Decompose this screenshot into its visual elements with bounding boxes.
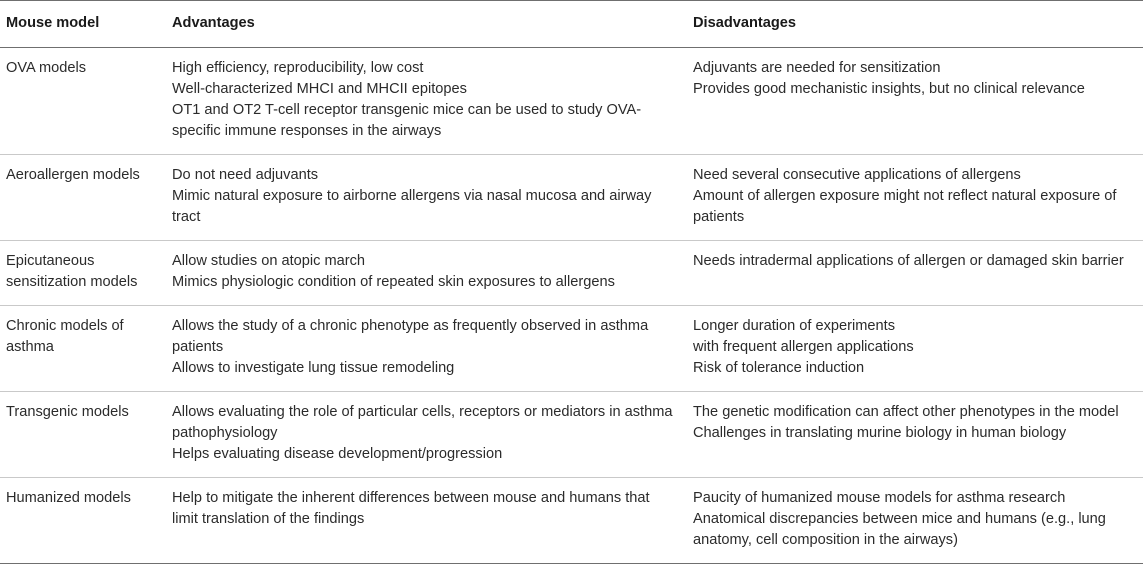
disadvantage-item: Adjuvants are needed for sensitization [693,60,941,76]
table-row [0,306,1143,392]
header-mouse-model: Mouse model [0,1,172,48]
header-row [0,1,1143,48]
model-name: Aeroallergen models [0,155,172,241]
disadvantage-item: Challenges in translating murine biology in human biology [693,425,1067,441]
disadvantage-item: Amount of allergen exposure might not reflect natural exposure of patients [693,188,1117,225]
disadvantages-cell [693,392,1143,478]
disadvantage-item: Provides good mechanistic insights, but no clinical relevance [693,81,1085,97]
table-body [0,48,1143,564]
advantage-item: Allows the study of a chronic phenotype as frequently observed in asthma patients [172,318,649,355]
disadvantages-cell [693,306,1143,392]
table-header [0,1,1143,48]
advantages-cell [172,478,693,564]
table-row [0,48,1143,155]
table-row [0,478,1143,564]
advantage-item: High efficiency, reproducibility, low cost [172,60,424,76]
header-disadvantages: Disadvantages [693,1,1143,48]
advantage-item: Allows evaluating the role of particular cells, receptors or mediators in asthma pathophysiology [172,404,673,441]
model-name: Transgenic models [0,392,172,478]
advantages-cell [172,306,693,392]
advantage-item: Help to mitigate the inherent differences between mouse and humans that limit translation of the findings [172,490,650,527]
model-name: Humanized models [0,478,172,564]
disadvantages-cell [693,155,1143,241]
disadvantage-item: Anatomical discrepancies between mice and humans (e.g., lung anatomy, cell composition in the airways) [693,511,1106,548]
disadvantage-item: Paucity of humanized mouse models for asthma research [693,490,1066,506]
advantage-item: Well-characterized MHCI and MHCII epitopes [172,81,467,97]
disadvantage-item: with frequent allergen applications [693,339,914,355]
advantages-cell [172,155,693,241]
table-row [0,392,1143,478]
header-advantages: Advantages [172,1,693,48]
disadvantage-item: Needs intradermal applications of allergen or damaged skin barrier [693,253,1124,269]
model-name: Chronic models of asthma [0,306,172,392]
disadvantage-item: Longer duration of experiments [693,318,896,334]
disadvantages-cell [693,48,1143,155]
advantage-item: Allow studies on atopic march [172,253,366,269]
table-row [0,241,1143,306]
advantages-cell [172,241,693,306]
advantage-item: OT1 and OT2 T-cell receptor transgenic mice can be used to study OVA-specific immune responses in the airways [172,102,642,139]
disadvantage-item: Risk of tolerance induction [693,360,865,376]
disadvantages-cell [693,478,1143,564]
disadvantage-item: Need several consecutive applications of allergens [693,167,1021,183]
disadvantages-cell [693,241,1143,306]
table-row [0,155,1143,241]
advantage-item: Mimic natural exposure to airborne allergens via nasal mucosa and airway tract [172,188,652,225]
model-name: OVA models [0,48,172,155]
disadvantage-item: The genetic modification can affect other phenotypes in the model [693,404,1119,420]
advantages-cell [172,48,693,155]
model-name: Epicutaneous sensitization models [0,241,172,306]
advantage-item: Do not need adjuvants [172,167,319,183]
advantage-item: Mimics physiologic condition of repeated skin exposures to allergens [172,274,615,290]
advantages-cell [172,392,693,478]
advantage-item: Allows to investigate lung tissue remodeling [172,360,455,376]
advantage-item: Helps evaluating disease development/progression [172,446,503,462]
